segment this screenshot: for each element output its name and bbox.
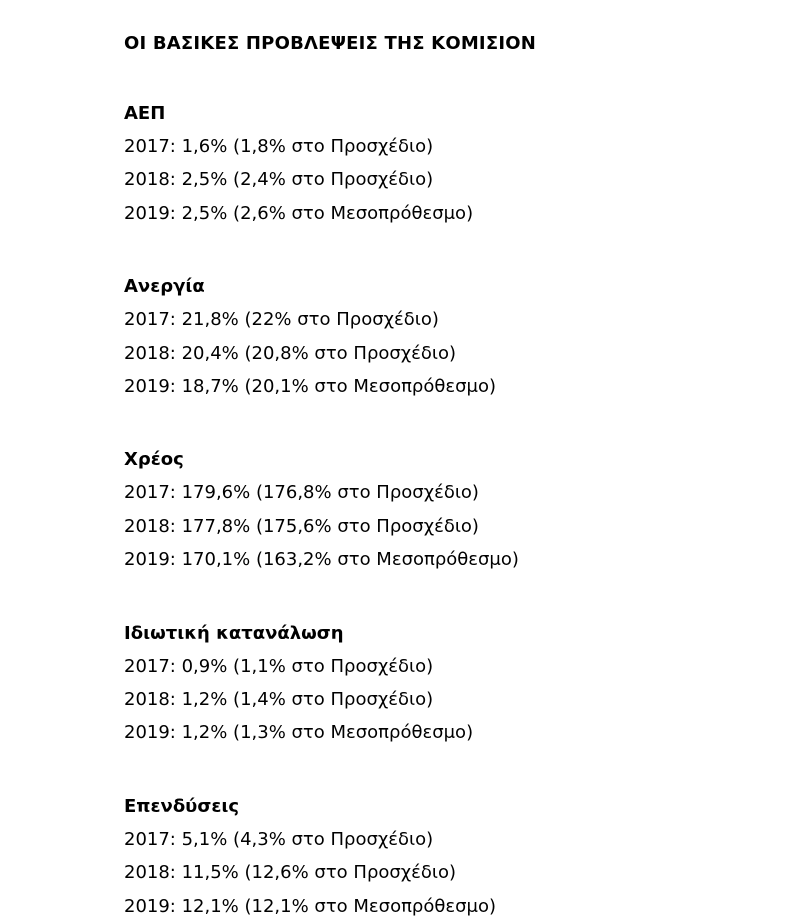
section-heading: ΑΕΠ [124,103,166,124]
section-gdp [124,97,774,230]
forecast-line: 2018: 2,5% (2,4% στο Προσχέδιο) [124,169,434,191]
forecast-line: 2018: 11,5% (12,6% στο Προσχέδιο) [124,862,457,884]
forecast-line: 2019: 18,7% (20,1% στο Μεσοπρόθεσμο) [124,376,496,398]
forecast-line: 2019: 170,1% (163,2% στο Μεσοπρόθεσμο) [124,549,519,571]
section-heading: Ιδιωτική κατανάλωση [124,622,344,644]
forecast-line: 2018: 20,4% (20,8% στο Προσχέδιο) [124,342,457,364]
forecast-line: 2019: 12,1% (12,1% στο Μεσοπρόθεσμο) [124,895,496,917]
forecast-line: 2017: 0,9% (1,1% στο Προσχέδιο) [124,655,434,677]
section-unemployment [124,270,774,403]
section-heading: Ανεργία [124,276,205,298]
section-heading: Χρέος [124,449,184,471]
section-heading: Επενδύσεις [124,795,240,817]
forecast-line: 2018: 1,2% (1,4% στο Προσχέδιο) [124,689,434,711]
forecast-line: 2019: 2,5% (2,6% στο Μεσοπρόθεσμο) [124,202,474,224]
forecast-line: 2017: 179,6% (176,8% στο Προσχέδιο) [124,482,479,504]
forecast-line: 2017: 1,6% (1,8% στο Προσχέδιο) [124,136,434,157]
document-page [124,30,774,923]
forecast-line: 2018: 177,8% (175,6% στο Προσχέδιο) [124,515,479,537]
forecast-line: 2017: 5,1% (4,3% στο Προσχέδιο) [124,828,434,850]
section-private-consumption [124,617,774,750]
forecast-line: 2017: 21,8% (22% στο Προσχέδιο) [124,309,439,331]
section-debt [124,443,774,576]
forecast-line: 2019: 1,2% (1,3% στο Μεσοπρόθεσμο) [124,722,474,744]
section-investments [124,790,774,923]
document-title: ΟΙ ΒΑΣΙΚΕΣ ΠΡΟΒΛΕΨΕΙΣ ΤΗΣ ΚΟΜΙΣΙΟΝ [124,33,536,54]
